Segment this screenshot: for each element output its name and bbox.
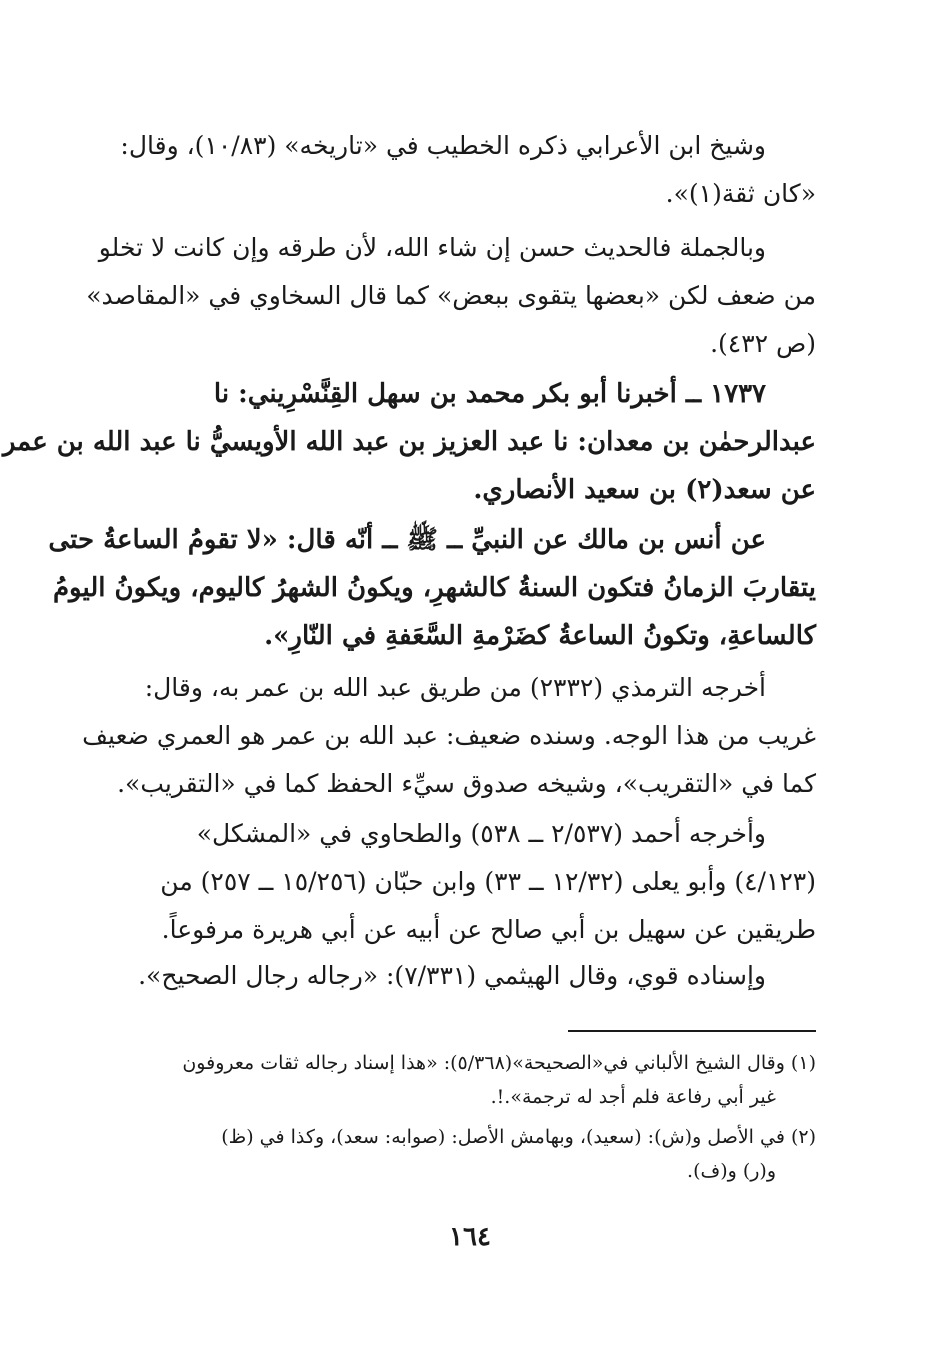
footnote-1: [120, 1046, 816, 1114]
text-line: وأخرجه أحمد (٢/٥٣٧ ــ ٥٣٨) والطحاوي في «المشكل»: [196, 819, 766, 848]
text-line: وبالجملة فالحديث حسن إن شاء الله، لأن طرقه وإن كانت لا تخلو: [98, 233, 766, 262]
footnote-line: و(ر) و(ف).: [687, 1160, 776, 1182]
text-line: عبدالرحمٰن بن معدان: نا عبد العزيز بن عبد الله الأويسيُّ نا عبد الله بن عمر: [2, 427, 816, 457]
text-line: (ص ٤٣٢).: [710, 329, 816, 358]
text-line: عن سعد(٢) بن سعيد الأنصاري.: [473, 475, 816, 505]
text-line: وشيخ ابن الأعرابي ذكره الخطيب في «تاريخه» (١٠/٨٣)، وقال:: [120, 131, 766, 160]
paragraph-ahmad-takhrij: [118, 810, 816, 954]
footnote-separator: [568, 1030, 816, 1032]
page-number: ١٦٤: [449, 1222, 491, 1252]
text-line: (٤/١٢٣) وأبو يعلى (١٢/٣٢ ــ ٣٣) وابن حبّان (١٥/٢٥٦ ــ ٢٥٧) من: [160, 867, 816, 896]
text-line: طريقين عن سهيل بن أبي صالح عن أبيه عن أبي هريرة مرفوعاً.: [161, 915, 816, 944]
hadith-matn: [48, 516, 816, 660]
text-line: «كان ثقة(١)».: [665, 179, 816, 208]
hadith-isnad-1737: [2, 370, 816, 514]
paragraph-conclusion: [86, 224, 816, 368]
text-line: ١٧٣٧ ــ أخبرنا أبو بكر محمد بن سهل القِنَّسْرِيني: نا: [213, 379, 766, 409]
text-line: كالساعةِ، وتكونُ الساعةُ كضَرْمةِ السَّعَفةِ في النّارِ».: [264, 621, 816, 651]
text-line: غريب من هذا الوجه. وسنده ضعيف: عبد الله بن عمر هو العمري ضعيف: [82, 721, 816, 750]
text-line: عن أنس بن مالك عن النبيِّ ــ ﷺ ــ أنّه قال: «لا تقومُ الساعةُ حتى: [48, 525, 766, 555]
paragraph-tirmidhi-takhrij: [82, 664, 816, 808]
paragraph-shaykh-ibn-al-arabi: [118, 122, 816, 218]
footnote-line: (١) وقال الشيخ الألباني في«الصحيحة»(٥/٣٦٨): «هذا إسناد رجاله ثقات معروفون: [182, 1052, 816, 1074]
footnote-line: غير أبي رفاعة فلم أجد له ترجمة».!.: [490, 1086, 776, 1108]
paragraph-haythami: [118, 952, 816, 1000]
footnote-2: [120, 1120, 816, 1188]
footnote-line: (٢) في الأصل و(ش): (سعيد)، وبهامش الأصل: (صوابه: سعد)، وكذا في (ظ): [221, 1126, 816, 1148]
text-line: من ضعف لكن «بعضها يتقوى ببعض» كما قال السخاوي في «المقاصد»: [86, 281, 816, 310]
text-line: يتقاربَ الزمانُ فتكون السنةُ كالشهرِ، ويكونُ الشهرُ كاليوم، ويكونُ اليومُ: [52, 573, 816, 603]
text-line: كما في «التقريب»، وشيخه صدوق سيِّء الحفظ كما في «التقريب».: [117, 769, 816, 798]
text-line: أخرجه الترمذي (٢٣٣٢) من طريق عبد الله بن عمر به، وقال:: [144, 673, 766, 702]
text-line: وإسناده قوي، وقال الهيثمي (٧/٣٣١): «رجاله رجال الصحيح».: [138, 961, 766, 990]
